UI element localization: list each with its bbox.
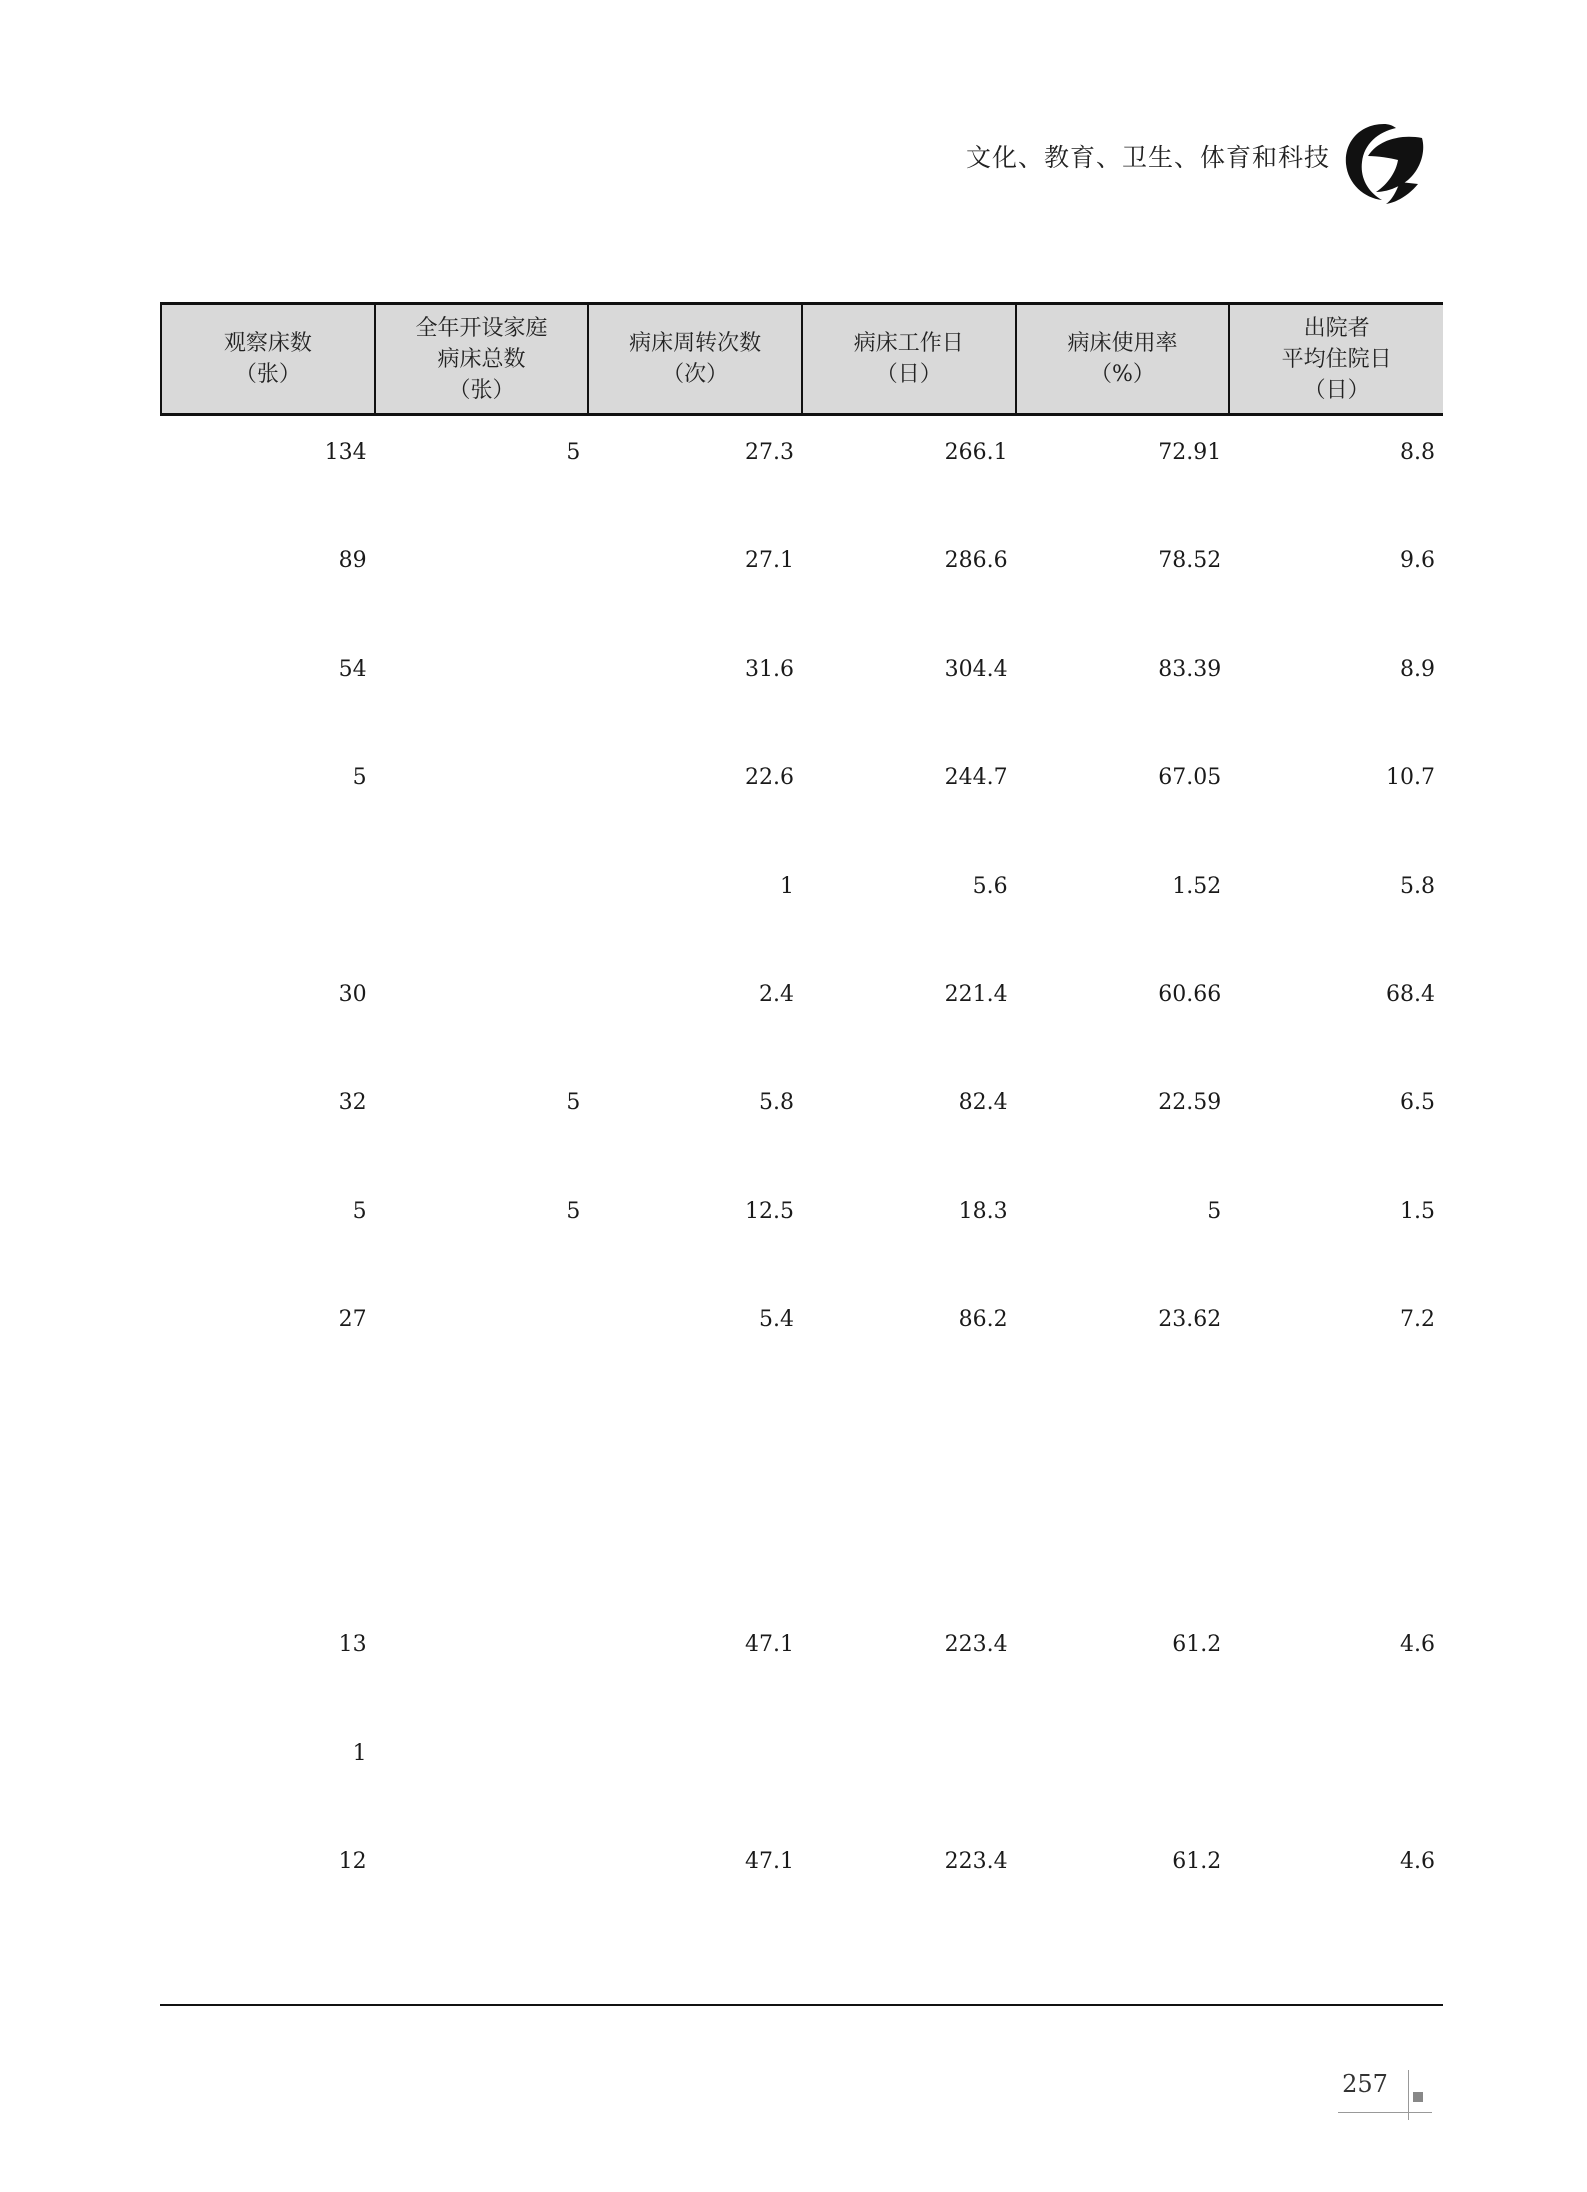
header-line: 全年开设家庭 [415, 315, 548, 341]
cell-value [802, 1392, 1008, 1418]
table-cell [375, 850, 589, 958]
cell-value: 61.2 [1172, 1849, 1222, 1875]
table-cell [1016, 1825, 1230, 1933]
table-cell [1229, 1283, 1443, 1391]
table-cell [375, 1608, 589, 1716]
table-cell [588, 1608, 802, 1716]
cell-value: 5 [352, 765, 367, 791]
table-cell [1016, 1608, 1230, 1716]
cell-value: 60.66 [1158, 981, 1222, 1007]
cell-value: 82.4 [958, 1090, 1008, 1116]
cell-value: 4.6 [1400, 1849, 1435, 1875]
table-cell [802, 1066, 1016, 1174]
cell-value [375, 1500, 581, 1526]
table-cell [161, 1392, 375, 1500]
col-header-observation-beds [161, 304, 375, 415]
table-cell [161, 741, 375, 849]
table-cell [588, 524, 802, 632]
cell-value: 1 [352, 1740, 367, 1766]
cell-value [1016, 1500, 1222, 1526]
cell-value [375, 1283, 581, 1309]
table-cell [161, 415, 375, 525]
header-unit: （日） [1303, 377, 1370, 403]
cell-value: 2.4 [758, 981, 794, 1007]
table-cell [1016, 1500, 1230, 1608]
table-cell [1016, 524, 1230, 632]
cell-value: 27.3 [744, 440, 794, 465]
table-cell [161, 1500, 375, 1608]
table-cell [802, 1825, 1016, 1933]
cell-value: 22.59 [1158, 1090, 1222, 1116]
table-cell [1016, 1717, 1230, 1825]
cell-value: 1.52 [1172, 873, 1222, 899]
cell-value: 244.7 [944, 765, 1008, 791]
table-row [161, 1392, 1443, 1500]
table-cell [1229, 633, 1443, 741]
running-head: 文化、教育、卫生、体育和科技 [965, 143, 1330, 172]
cell-value: 89 [338, 548, 367, 574]
table-cell [1016, 633, 1230, 741]
table-cell [802, 1608, 1016, 1716]
table-cell [588, 415, 802, 525]
cell-value: 7.2 [1400, 1307, 1435, 1333]
table-row [161, 524, 1443, 632]
cell-value [1229, 1392, 1435, 1418]
table-cell [802, 524, 1016, 632]
table-cell [161, 1066, 375, 1174]
table-row [161, 1175, 1443, 1283]
cell-value: 72.91 [1158, 440, 1222, 465]
table-cell [375, 1500, 589, 1608]
header-unit: （次） [662, 362, 729, 387]
page-marker-square [1413, 2092, 1423, 2102]
cell-value [1016, 1717, 1222, 1743]
table-cell [375, 1175, 589, 1283]
table-cell [1229, 1825, 1443, 1933]
cell-value: 6.5 [1400, 1090, 1435, 1116]
cell-value: 32 [338, 1090, 367, 1116]
cell-value: 67.05 [1158, 765, 1222, 791]
table-cell [802, 633, 1016, 741]
table-cell [802, 958, 1016, 1066]
table-row [161, 1717, 1443, 1825]
cell-value: 266.1 [944, 440, 1008, 465]
table-cell [375, 1392, 589, 1500]
table-cell [375, 1717, 589, 1825]
table-cell [1016, 1392, 1230, 1500]
table-row [161, 415, 1443, 525]
cell-value [375, 958, 581, 984]
table-cell [588, 633, 802, 741]
table-row [161, 1066, 1443, 1174]
cell-value: 4.6 [1400, 1632, 1435, 1658]
table-cell [161, 524, 375, 632]
header-unit: （日） [875, 362, 942, 387]
table-row [161, 850, 1443, 958]
cell-value: 54 [338, 656, 367, 682]
cell-value: 286.6 [944, 548, 1008, 574]
table-bottom-rule [160, 2004, 1443, 2006]
cell-value: 9.6 [1400, 548, 1435, 574]
cell-value: 12 [338, 1849, 367, 1875]
cell-value: 5 [352, 1198, 367, 1224]
table-cell [1016, 741, 1230, 849]
table-cell [375, 633, 589, 741]
table-cell [802, 741, 1016, 849]
cell-value: 47.1 [744, 1849, 794, 1875]
table-cell [1229, 415, 1443, 525]
header-unit: （张） [234, 362, 301, 387]
cell-value [375, 524, 581, 550]
cell-value: 68.4 [1386, 981, 1435, 1007]
table-row [161, 1500, 1443, 1608]
cell-value: 1 [779, 873, 794, 899]
cell-value [588, 1717, 794, 1743]
cell-value [375, 1608, 581, 1634]
cell-value: 27 [338, 1307, 367, 1333]
table-row [161, 633, 1443, 741]
table-cell [375, 958, 589, 1066]
table-cell [375, 415, 589, 525]
cell-value: 31.6 [744, 656, 794, 682]
cell-value [588, 1500, 794, 1526]
cell-value: 5.6 [972, 873, 1008, 899]
cell-value: 221.4 [944, 981, 1008, 1007]
table-cell [588, 958, 802, 1066]
col-header-bed-workdays [802, 304, 1016, 415]
table-row [161, 741, 1443, 849]
table-cell [588, 1500, 802, 1608]
cell-value: 27.1 [744, 548, 794, 574]
cell-value: 5 [566, 440, 581, 465]
table-cell [161, 850, 375, 958]
statistics-table-wrap [160, 302, 1443, 1933]
table-cell [1016, 958, 1230, 1066]
table-cell [161, 1717, 375, 1825]
table-cell [1229, 850, 1443, 958]
table-cell [588, 1066, 802, 1174]
col-header-avg-stay [1229, 304, 1443, 415]
cell-value [802, 1717, 1008, 1743]
header-line: 病床总数 [437, 346, 526, 372]
page-number-divider [1408, 2070, 1409, 2120]
table-cell [802, 1392, 1016, 1500]
table-cell [1229, 1500, 1443, 1608]
cell-value: 86.2 [958, 1307, 1008, 1333]
cell-value: 5 [1207, 1198, 1222, 1224]
cell-value [802, 1500, 1008, 1526]
header-line: 观察床数 [223, 331, 312, 356]
header-unit: （%） [1090, 362, 1155, 387]
header-line: 出院者 [1303, 315, 1370, 341]
cell-value [161, 1500, 367, 1526]
table-body [161, 415, 1443, 1934]
cell-value: 223.4 [944, 1632, 1008, 1658]
cell-value [375, 741, 581, 767]
table-cell [802, 1500, 1016, 1608]
header-line: 病床工作日 [853, 331, 964, 356]
table-cell [588, 850, 802, 958]
table-cell [1016, 1283, 1230, 1391]
table-row [161, 1608, 1443, 1716]
cell-value [161, 1392, 367, 1418]
cell-value: 8.8 [1400, 440, 1435, 465]
table-cell [588, 741, 802, 849]
cell-value [1229, 1717, 1435, 1743]
table-cell [802, 415, 1016, 525]
table-cell [161, 1175, 375, 1283]
cell-value: 8.9 [1400, 656, 1435, 682]
table-cell [1229, 1066, 1443, 1174]
cell-value [161, 850, 367, 876]
table-cell [375, 741, 589, 849]
cell-value: 78.52 [1158, 548, 1222, 574]
table-cell [1229, 1717, 1443, 1825]
cell-value [1229, 1500, 1435, 1526]
table-cell [375, 1066, 589, 1174]
cell-value: 47.1 [744, 1632, 794, 1658]
cell-value: 18.3 [958, 1198, 1008, 1224]
table-cell [161, 1825, 375, 1933]
cell-value: 30 [338, 981, 367, 1007]
table-cell [375, 1825, 589, 1933]
cell-value: 5.4 [758, 1307, 794, 1333]
stat-logo-icon [1338, 118, 1430, 206]
col-header-home-beds [375, 304, 589, 415]
table-cell [375, 524, 589, 632]
cell-value: 5.8 [758, 1090, 794, 1116]
hospital-bed-statistics-table [160, 302, 1443, 1933]
table-cell [1229, 741, 1443, 849]
cell-value [375, 1717, 581, 1743]
table-cell [375, 1283, 589, 1391]
cell-value: 1.5 [1400, 1198, 1435, 1224]
cell-value [375, 850, 581, 876]
cell-value [375, 1392, 581, 1418]
cell-value: 22.6 [744, 765, 794, 791]
cell-value: 5 [566, 1198, 581, 1224]
table-cell [1229, 524, 1443, 632]
table-cell [1016, 1175, 1230, 1283]
table-cell [802, 1283, 1016, 1391]
table-cell [1016, 1066, 1230, 1174]
table-row [161, 1825, 1443, 1933]
header-unit: （张） [448, 377, 515, 403]
table-row [161, 1283, 1443, 1391]
cell-value [588, 1392, 794, 1418]
col-header-bed-turnover [588, 304, 802, 415]
table-cell [161, 633, 375, 741]
cell-value: 5.8 [1400, 873, 1435, 899]
cell-value [375, 1825, 581, 1851]
table-cell [1016, 415, 1230, 525]
page-number: 257 [1342, 2070, 1388, 2098]
cell-value: 5 [566, 1090, 581, 1116]
cell-value: 83.39 [1158, 656, 1222, 682]
table-cell [161, 1608, 375, 1716]
cell-value [375, 633, 581, 659]
table-cell [1229, 1175, 1443, 1283]
table-cell [588, 1283, 802, 1391]
cell-value: 13 [338, 1632, 367, 1658]
table-row [161, 958, 1443, 1066]
header-line: 病床使用率 [1067, 331, 1178, 356]
page-number-rule [1338, 2112, 1432, 2113]
cell-value: 12.5 [744, 1198, 794, 1224]
table-cell [588, 1825, 802, 1933]
table-header-row [161, 304, 1443, 415]
table-cell [1229, 1392, 1443, 1500]
cell-value [1016, 1392, 1222, 1418]
table-cell [588, 1717, 802, 1825]
table-cell [161, 1283, 375, 1391]
table-cell [802, 1175, 1016, 1283]
table-cell [161, 958, 375, 1066]
cell-value: 10.7 [1386, 765, 1435, 791]
table-cell [588, 1392, 802, 1500]
table-cell [588, 1175, 802, 1283]
table-cell [802, 1717, 1016, 1825]
header-line: 平均住院日 [1281, 346, 1392, 372]
cell-value: 23.62 [1158, 1307, 1222, 1333]
cell-value: 134 [324, 440, 367, 465]
header-line: 病床周转次数 [629, 331, 762, 356]
table-cell [1016, 850, 1230, 958]
table-cell [1229, 1608, 1443, 1716]
table-cell [1229, 958, 1443, 1066]
col-header-bed-usage-rate [1016, 304, 1230, 415]
cell-value: 61.2 [1172, 1632, 1222, 1658]
cell-value: 223.4 [944, 1849, 1008, 1875]
table-cell [802, 850, 1016, 958]
cell-value: 304.4 [944, 656, 1008, 682]
